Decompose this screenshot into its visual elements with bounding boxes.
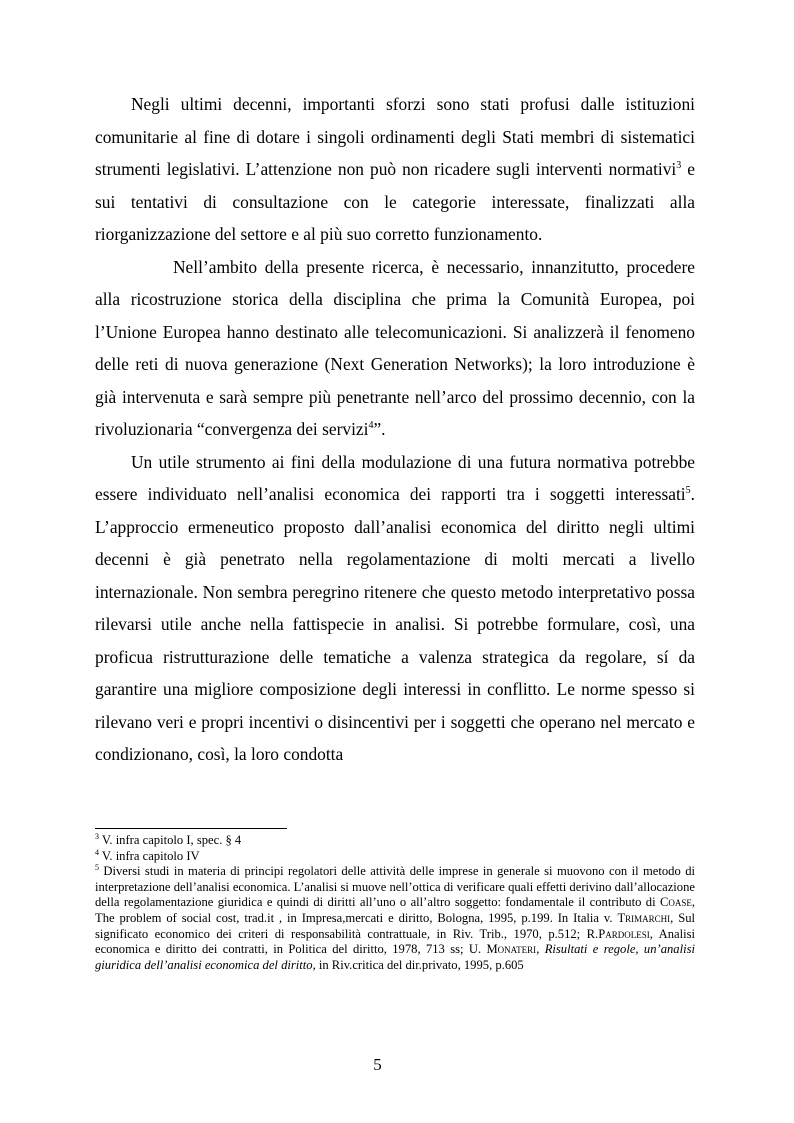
page-number: 5 [373, 1055, 382, 1074]
footnote-number-5: 5 [95, 863, 99, 872]
footnote-5-text-1: Diversi studi in materia di principi regolatori delle attività delle imprese in generale si muovono con il metodo di interpretazione dell’analisi economica. L’analisi si muove nell’ottica di verificare quali effetti derivino dall’allocazione della regolamentazione giuridica e quindi di diritti all’uno o all’altro soggetto: fondamentale il contributo di [95, 864, 695, 910]
footnote-5-text-5: , [536, 942, 545, 957]
footnote-ref-3: 3 [676, 160, 682, 172]
author-monateri: Monateri [486, 942, 537, 957]
paragraph-3-text-b: . L’approccio ermeneutico proposto dall’analisi economica del diritto negli ultimi decenni è già penetrato nella regolamentazione di molti mercati a livello internazionale. Non sembra peregrino ritenere che questo metodo interpretativo possa rilevarsi utile anche nella fattispecie in analisi. Si potrebbe formulare, così, una proficua ristrutturazione delle tematiche a valenza strategica da regolare, sí da garantire una migliore composizione degli interessi in conflitto. Le norme spesso si rilevano veri e propri incentivi o disincentivi per i soggetti che operano nel mercato e condizionano, così, la loro condotta [95, 484, 695, 764]
footnote-5-text-4: , Analisi economica e diritto dei contratti, in Politica del diritto, 1978, 713 ss; U. [95, 926, 696, 957]
footnote-5 [95, 864, 695, 973]
paragraph-3 [95, 446, 695, 771]
footnote-3 [95, 833, 695, 849]
footnote-ref-5: 5 [685, 485, 691, 497]
footnote-5-text-3: , Sul significato economico dei criteri di responsabilità contrattuale, in Riv. Trib., 1970, p.512; R. [95, 910, 695, 941]
paragraph-1 [95, 88, 695, 251]
footnote-4 [95, 849, 695, 865]
paragraph-1-text-a: Negli ultimi decenni, importanti sforzi sono stati profusi dalle istituzioni comunitarie al fine di dotare i singoli ordinamenti degli Stati membri di sistematici strumenti legislativi. L’attenzione non può non ricadere sugli interventi normativi [95, 94, 695, 179]
author-trimarchi: Trimarchi [617, 910, 671, 925]
footnote-separator [95, 828, 287, 829]
footnote-number-3: 3 [95, 831, 99, 841]
footnotes [95, 833, 695, 973]
paragraph-1-text-b: e sui tentativi di consultazione con le categorie interessate, finalizzati alla riorganizzazione del settore e al più suo corretto funzionamento. [95, 159, 695, 244]
body-text [95, 88, 695, 771]
author-coase: Coase [659, 895, 692, 910]
footnote-ref-4: 4 [368, 420, 374, 432]
footnote-5-text-2: , The problem of social cost, trad.it , in Impresa,mercati e diritto, Bologna, 1995, p.199. In Italia v. [95, 895, 695, 925]
footnote-5-text-6: , in Riv.critica del dir.privato, 1995, p.605 [312, 957, 524, 972]
paragraph-2-text-b: ”. [373, 419, 386, 439]
footnote-3-text: V. infra capitolo I, spec. § 4 [99, 833, 242, 847]
cited-work-title: Risultati e regole, un’analisi giuridica dell’analisi economica del diritto [95, 942, 695, 972]
author-pardolesi: Pardolesi [598, 926, 650, 941]
footnote-number-4: 4 [95, 847, 99, 857]
paragraph-2-text-a: Nell’ambito della presente ricerca, è necessario, innanzitutto, procedere alla ricostruzione storica della disciplina che prima la Comunità Europea, poi l’Unione Europea hanno destinato alle telecomunicazioni. Si analizzerà il fenomeno delle reti di nuova generazione (Next Generation Networks); la loro introduzione è già intervenuta e sarà sempre più penetrante nell’arco del prossimo decennio, con la rivoluzionaria “convergenza dei servizi [95, 256, 695, 439]
paragraph-3-text-a: Un utile strumento ai fini della modulazione di una futura normativa potrebbe essere individuato nell’analisi economica dei rapporti tra i soggetti interessati [95, 451, 695, 504]
footnote-4-text: V. infra capitolo IV [99, 848, 200, 863]
paragraph-2 [95, 251, 695, 446]
